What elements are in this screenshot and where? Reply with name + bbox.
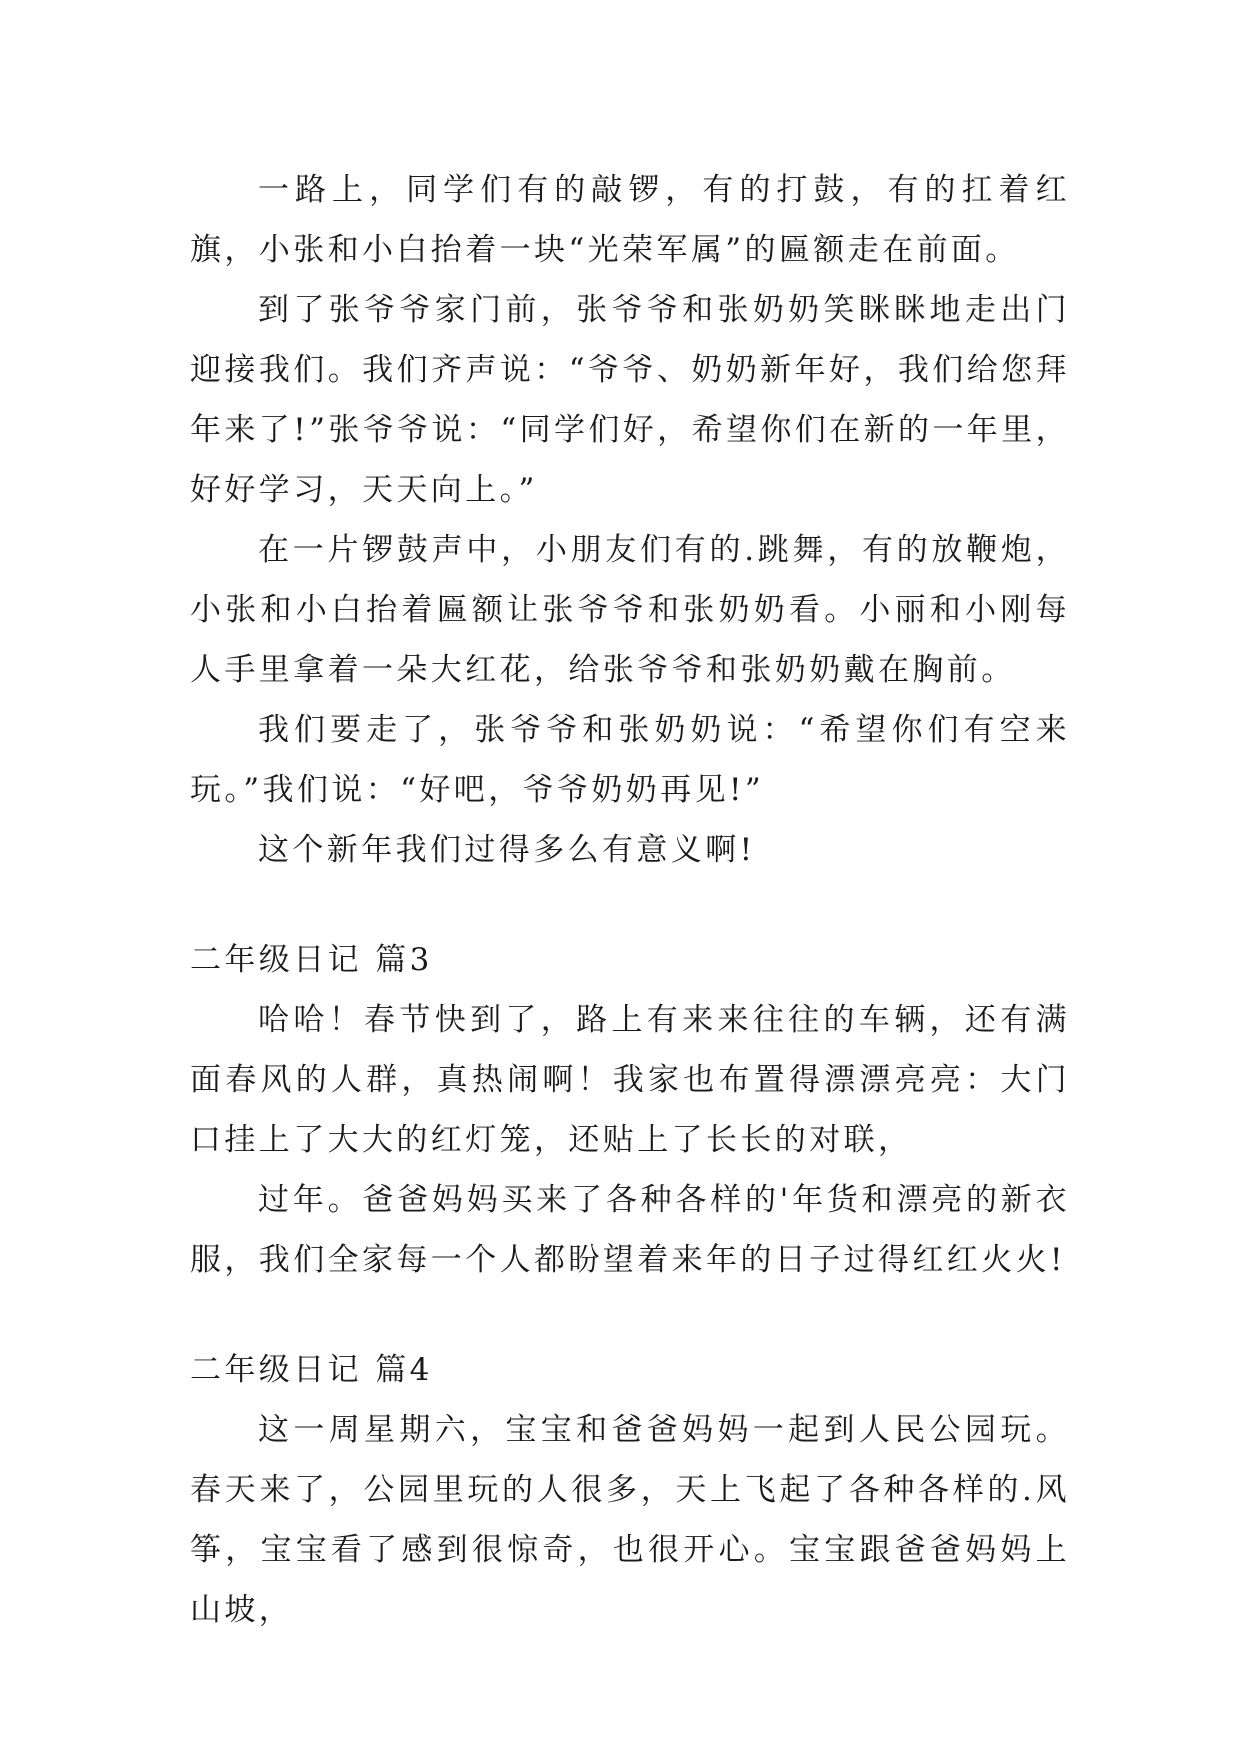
paragraph: 这个新年我们过得多么有意义啊! (258, 832, 756, 868)
paragraph: 在一片锣鼓声中，小朋友们有的.跳舞，有的放鞭炮，小张和小白抬着匾额让张爷爷和张奶奶看。小丽和小刚每人手里拿着一朵大红花，给张爷爷和张奶奶戴在胸前。 (190, 532, 1070, 688)
section-spacer (190, 1290, 1070, 1340)
section-spacer (190, 880, 1070, 930)
paragraph: 这一周星期六，宝宝和爸爸妈妈一起到人民公园玩。春天来了，公园里玩的人很多，天上飞起了各种各样的.风筝，宝宝看了感到很惊奇，也很开心。宝宝跟爸爸妈妈上山坡， (190, 1412, 1070, 1628)
paragraph: 哈哈！春节快到了，路上有来来往往的车辆，还有满面春风的人群，真热闹啊！我家也布置得漂漂亮亮：大门口挂上了大大的红灯笼，还贴上了长长的对联， (190, 1002, 1070, 1158)
paragraph: 我们要走了，张爷爷和张奶奶说：“希望你们有空来玩。”我们说：“好吧，爷爷奶奶再见!” (190, 712, 1070, 808)
paragraph: 过年。爸爸妈妈买来了各种各样的'年货和漂亮的新衣服，我们全家每一个人都盼望着来年的日子过得红红火火! (190, 1182, 1070, 1278)
section-heading-3: 二年级日记 篇3 (190, 942, 433, 978)
section-heading-4: 二年级日记 篇4 (190, 1352, 433, 1388)
paragraph: 到了张爷爷家门前，张爷爷和张奶奶笑眯眯地走出门迎接我们。我们齐声说：“爷爷、奶奶新年好，我们给您拜年来了!”张爷爷说：“同学们好，希望你们在新的一年里，好好学习，天天向上。” (190, 292, 1070, 508)
paragraph: 一路上，同学们有的敲锣，有的打鼓，有的扛着红旗，小张和小白抬着一块“光荣军属”的匾额走在前面。 (190, 172, 1070, 268)
document-body (190, 160, 1070, 1640)
